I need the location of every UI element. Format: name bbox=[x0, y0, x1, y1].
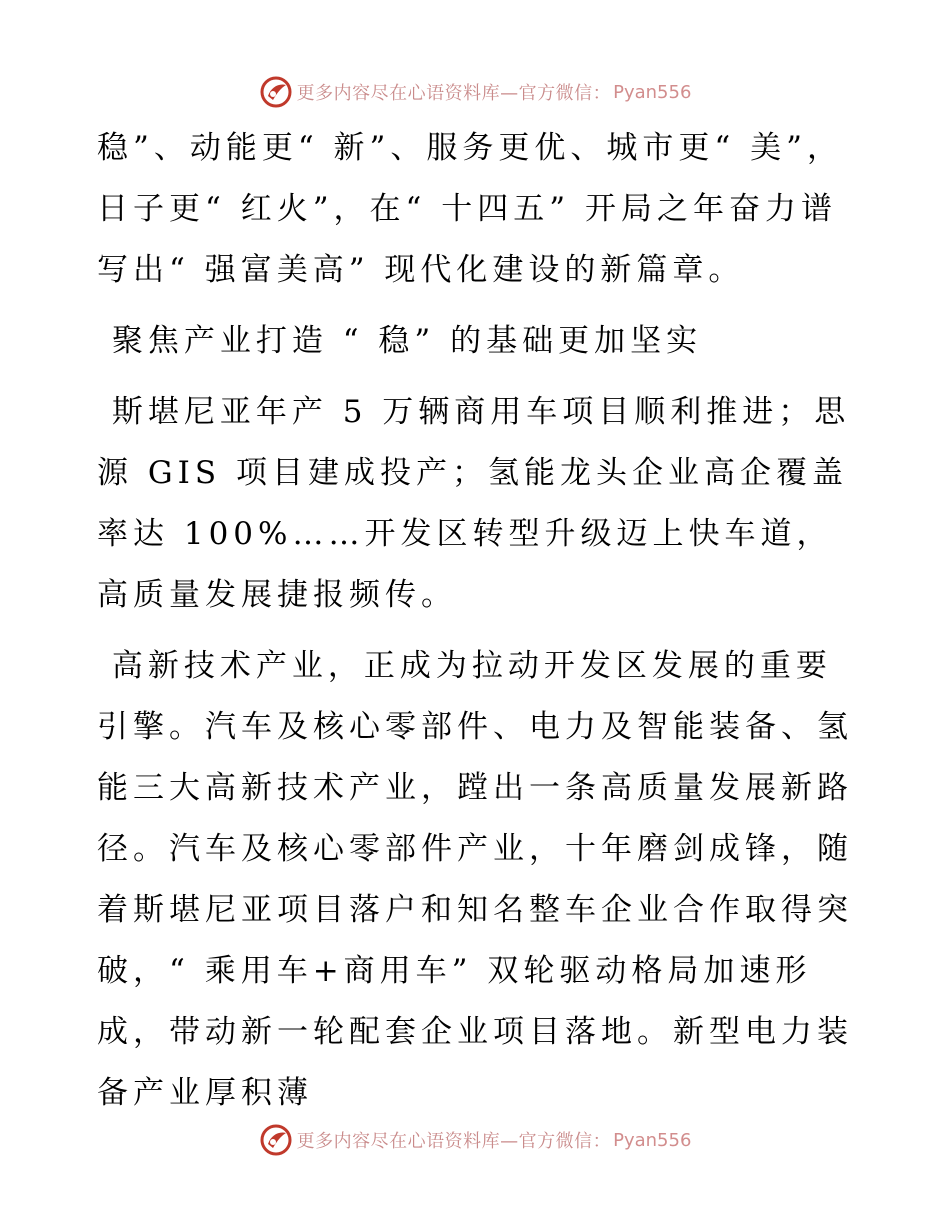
paragraph-high-tech: 高新技术产业，正成为拉动开发区发展的重要引擎。汽车及核心零部件、电力及智能装备、氢能三大高新技术产业，蹚出一条高质量发展新路径。汽车及核心零部件产业，十年磨剑成锋，随着斯堪尼亚项目落户和知名整车企业合作取得突破，“ 乘用车+商用车” 双轮驱动格局加速形成，带动新一轮配套企业项目落地。新型电力装备产业厚积薄 bbox=[97, 648, 853, 1111]
watermark-account: Pyan556 bbox=[613, 1129, 692, 1151]
watermark-text: 更多内容尽在心语资料库—官方微信： bbox=[296, 1131, 612, 1152]
section-heading: 聚焦产业打造 “ 稳” 的基础更加坚实 bbox=[97, 323, 703, 359]
document-body bbox=[97, 118, 857, 1134]
paragraph-projects: 斯堪尼亚年产 5 万辆商用车项目顺利推进；思源 GIS 项目建成投产；氢能龙头企业高企覆盖率达 100%……开发区转型升级迈上快车道，高质量发展捷报频传。 bbox=[97, 394, 851, 613]
brand-logo-icon bbox=[259, 1123, 293, 1157]
brand-logo-icon bbox=[259, 75, 293, 109]
watermark-account: Pyan556 bbox=[613, 81, 692, 103]
header-watermark bbox=[0, 72, 950, 112]
footer-watermark bbox=[0, 1120, 950, 1160]
paragraph-intro: 稳”、动能更“ 新”、服务更优、城市更“ 美”，日子更“ 红火”，在“ 十四五” 开局之年奋力谱写出“ 强富美高” 现代化建设的新篇章。 bbox=[97, 130, 843, 288]
watermark-text: 更多内容尽在心语资料库—官方微信： bbox=[296, 83, 612, 104]
